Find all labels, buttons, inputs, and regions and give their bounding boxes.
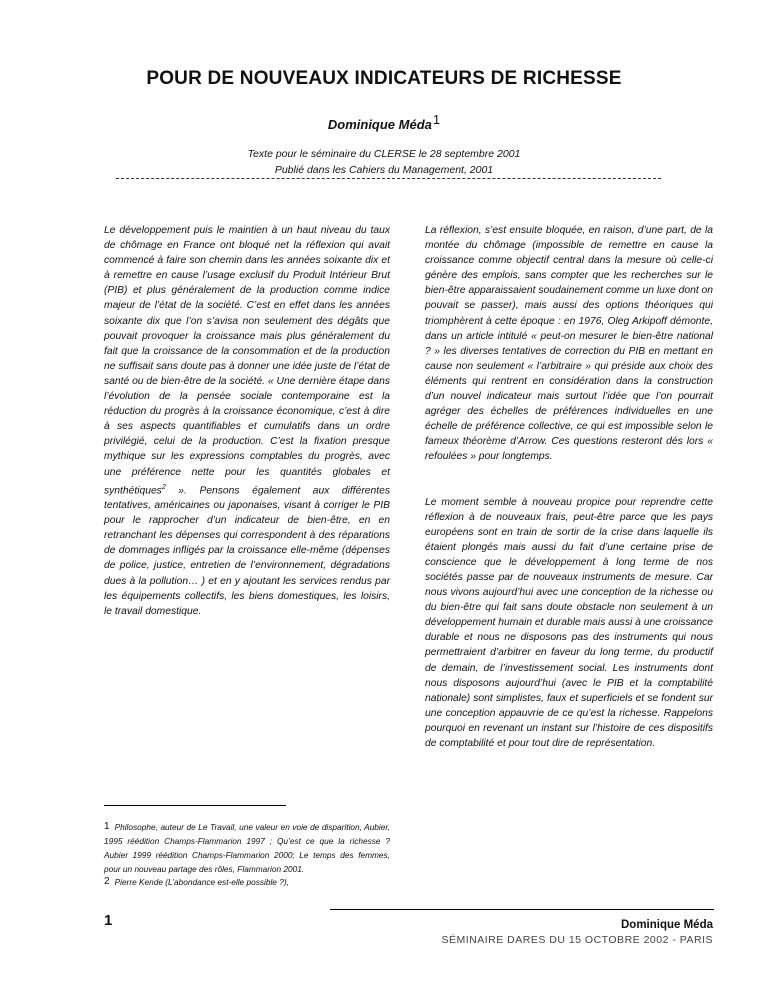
footnote-1	[104, 820, 390, 876]
right-paragraph-2: Le moment semble à nouveau propice pour reprendre cette réflexion à de nouveaux frais, peut-être parce que les pays européens sont en train de sortir de la crise dans laquelle ils étaient plongés mais aussi du fait d’une certaine prise de conscience que le développement à long terme de nos sociétés passe par de nouveaux instruments de mesure. Car nous vivons aujourd’hui avec une conception de la richesse ou du bien-être qui fait sans doute obstacle non seulement à un développement humain et durable mais aussi à une croissance durable et nous ne disposons pas des instruments qui nous permettraient d’arbitrer en faveur du long terme, du productif de demain, de l’investissement social. Les instruments dont nous disposons aujourd’hui (avec le PIB et la comptabilité nationale) sont simplistes, faux et superficiels et se fondent sur une conception appauvrie de ce qu’est la richesse. Rappelons pourquoi en revenant un instant sur l’histoire de ces dispositifs de comptabilité et pour tout dire de représentation.	[425, 496, 713, 749]
footer-event: SÉMINAIRE DARES DU 15 OCTOBRE 2002 - PARIS	[441, 934, 713, 946]
left-paragraph-1-text-a: Le développement puis le maintien à un haut niveau du taux de chômage en France ont bloqué net la réflexion qui avait commencé à faire son chemin dans les années soixante dix et à remettre en cause l’usage exclusif du Produit Intérieur Brut (PIB) et plus généralement de la production comme indice majeur de l’état de la société. C’est en effet dans les années soixante dix que l’on s’avisa non seulement des dégâts que pouvait provoquer la croissance mais plus généralement du fait que la croissance de la consommation et de la production ne suffisait sans doute pas à donner une idée juste de l’état de santé ou de bien-être de la société. « Une dernière étape dans l’évolution de la pensée sociale contemporaine est la réduction du progrès à la croissance économique, c’est à dire à ses aspects quantifiables et cumulatifs dans un ordre privilégié, celui de la production. C’est la fixation presque mythique sur les expressions comptables du progrès, avec une préférence nette pour les quantités globales et synthétiques	[104, 225, 390, 497]
footnote-2-text: Pierre Kende (L’abondance est-elle possible ?),	[114, 877, 289, 887]
footnote-rule	[104, 805, 286, 806]
left-paragraph-1	[104, 223, 390, 619]
left-column	[104, 223, 390, 619]
footnote-ref-2: 2	[161, 483, 166, 491]
right-column	[425, 223, 713, 751]
footnote-1-text: Philosophe, auteur de Le Travail, une valeur en voie de disparition, Aubier, 1995 réédition Champs-Flammarion 1997 ; Qu’est ce que la richesse ? Aubier 1999 réédition Champs-Flammarion 2000; Le temps des femmes, pour un nouveau partage des rôles, Flammarion 2001.	[104, 822, 390, 874]
footnote-2-number: 2	[104, 876, 110, 887]
publication-note: Publié dans les Cahiers du Management, 2001	[274, 164, 494, 176]
left-paragraph-1-text-b: ». Pensons également aux différentes tentatives, américaines ou japonaises, visant à corriger le PIB pour le rapprocher d’un indicateur de bien-être, en en retranchant les dépenses qui correspondent à des réparations de dommages infligés par la croissance elle-même (dépenses de police, justice, entretien de l’environnement, dégradations dues à la pollution… ) et en y ajoutant les services rendus par les équipements collectifs, les biens domestiques, les loisirs, le travail domestique.	[104, 485, 390, 617]
right-paragraph-1: La réflexion, s’est ensuite bloquée, en raison, d’une part, de la montée du chômage (impossible de remettre en cause la croissance comme objectif central dans la mesure où celle-ci génère des emplois, sans compter que les recherches sur le bien-être apparaissaient soudainement comme un luxe dont on pouvait se passer), mais aussi des options théoriques qui triomphèrent à cette époque : en 1976, Oleg Arkipoff démonte, dans un article intitulé « peut-on mesurer le bien-être national ? » les diverses tentatives de correction du PIB en mettant en cause non seulement « l’arbitraire » qui préside aux choix des éléments qui rentrent en considération dans la construction d’un nouvel indicateur mais surtout l’idée que l’on pourrait agréger des échelles de préférences individuelles en une échelle de préférence collective, ce qui est impossible selon le fameux théorème d’Arrow. Ces questions resteront dés lors « refoulées » pour longtemps.	[425, 225, 713, 463]
document-title: POUR DE NOUVEAUX INDICATEURS DE RICHESSE	[146, 68, 622, 89]
seminar-note: Texte pour le séminaire du CLERSE le 28 septembre 2001	[247, 148, 521, 160]
footnote-2	[104, 875, 390, 889]
footnote-1-number: 1	[104, 821, 110, 832]
dashed-separator	[116, 178, 661, 179]
footer-author: Dominique Méda	[620, 919, 713, 931]
page-number: 1	[104, 912, 113, 929]
author-name: Dominique Méda	[327, 117, 432, 132]
author-footnote-ref: 1	[432, 112, 441, 127]
footer-rule	[330, 909, 714, 910]
author-line	[0, 112, 768, 132]
